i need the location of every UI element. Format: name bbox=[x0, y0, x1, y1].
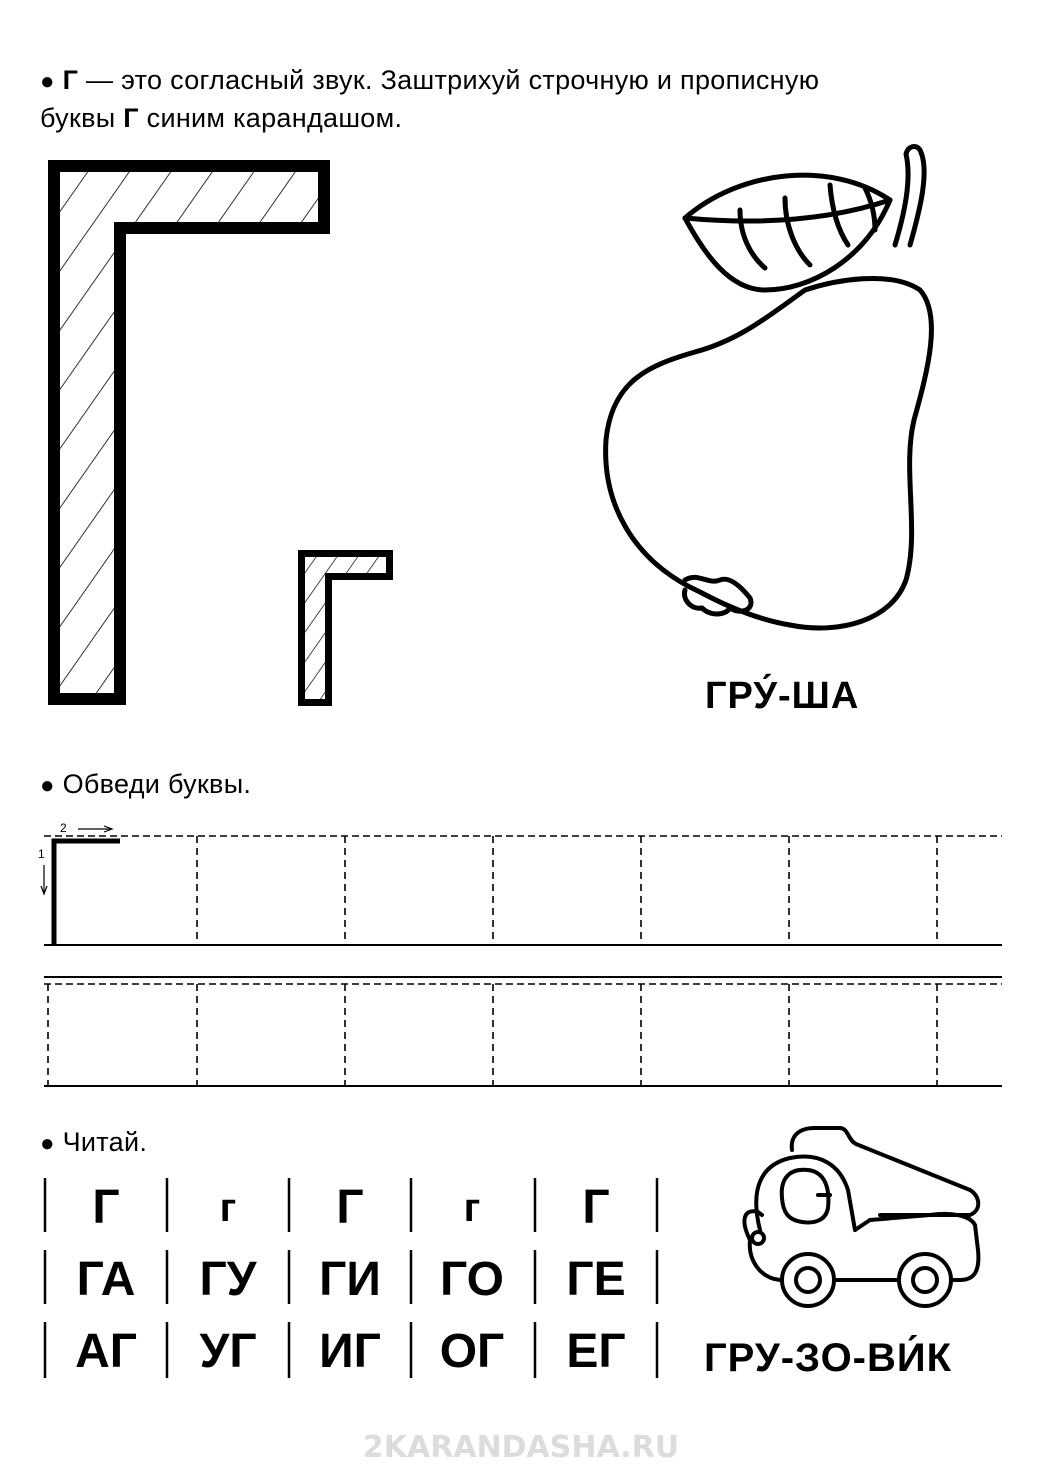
task-3-text: Читай. bbox=[62, 1127, 148, 1157]
letter-g: Г bbox=[62, 65, 79, 95]
reading-cell: Г bbox=[92, 1181, 120, 1234]
task-2-instruction bbox=[40, 766, 251, 804]
capital-g-outline bbox=[48, 160, 330, 705]
bullet-icon: ● bbox=[40, 1130, 55, 1157]
reading-cell: ГУ bbox=[199, 1253, 257, 1306]
reading-cell: ОГ bbox=[439, 1325, 505, 1378]
bullet-icon: ● bbox=[40, 68, 55, 95]
reading-row-3 bbox=[0, 1324, 700, 1384]
reading-cell: УГ bbox=[199, 1325, 257, 1378]
tracing-grid bbox=[0, 810, 1042, 1110]
task-1-text-c: синим карандашом. bbox=[138, 103, 403, 133]
task-1-text: — это согласный звук. Заштрихуй строчную и прописную bbox=[78, 65, 820, 95]
reading-cell: Г bbox=[582, 1181, 610, 1234]
letter-g-2: Г bbox=[123, 103, 139, 133]
hint-1: 1 bbox=[38, 847, 45, 861]
reading-cell: г bbox=[219, 1186, 237, 1230]
task-3-instruction bbox=[40, 1124, 147, 1162]
pear-caption: ГРУ́-ША bbox=[705, 675, 860, 717]
reading-cell: Г bbox=[336, 1181, 364, 1234]
lowercase-g-outline bbox=[298, 550, 393, 706]
reading-cell: АГ bbox=[75, 1325, 137, 1378]
bullet-icon: ● bbox=[40, 772, 55, 799]
task-1-text-b: буквы bbox=[40, 103, 124, 133]
reading-row-2 bbox=[0, 1252, 700, 1312]
pear-icon bbox=[590, 140, 950, 640]
watermark: 2KARANDASHA.RU bbox=[362, 1430, 680, 1465]
reading-cell: ГИ bbox=[319, 1253, 381, 1306]
task-2-text: Обведи буквы. bbox=[62, 769, 252, 799]
hint-2: 2 bbox=[60, 821, 67, 835]
reading-cell: ГА bbox=[76, 1253, 136, 1306]
reading-cell: ГО bbox=[440, 1253, 504, 1306]
reading-cell: г bbox=[463, 1186, 481, 1230]
reading-cell: ЕГ bbox=[566, 1325, 626, 1378]
reading-cell: ГЕ bbox=[566, 1253, 626, 1306]
truck-caption: ГРУ-ЗО-ВИ́К bbox=[704, 1336, 953, 1380]
reading-cell: ИГ bbox=[319, 1325, 381, 1378]
reading-row-1 bbox=[0, 1180, 700, 1240]
truck-icon bbox=[730, 1120, 990, 1330]
